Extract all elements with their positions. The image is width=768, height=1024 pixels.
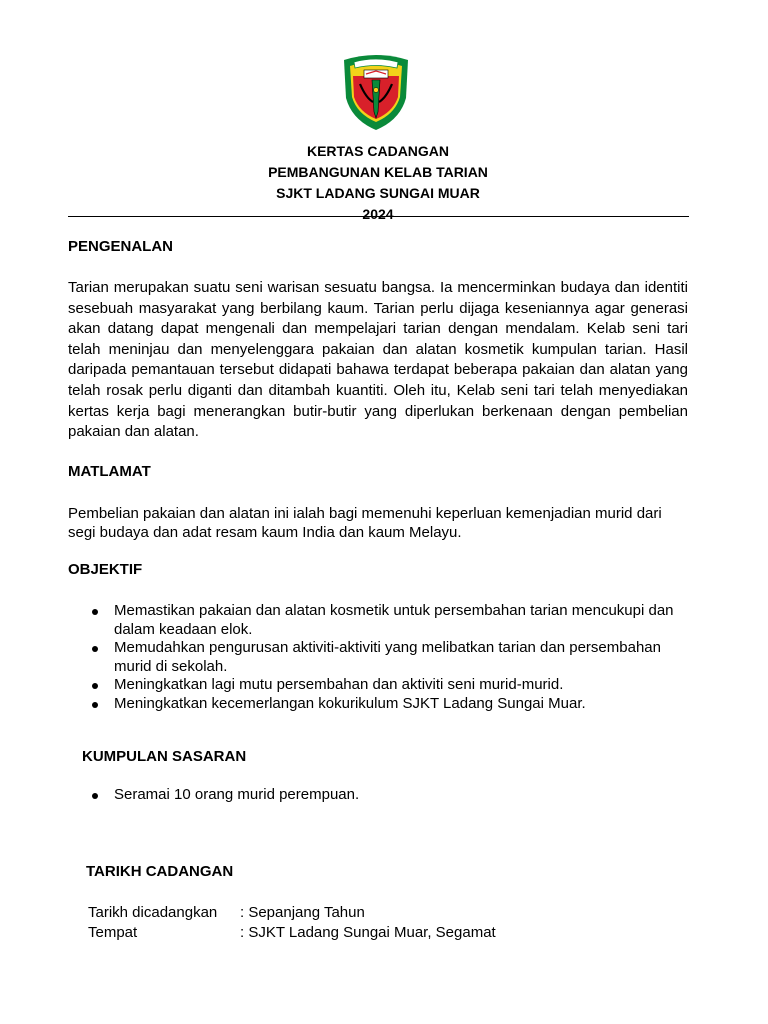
list-item: Memudahkan pengurusan aktiviti-aktiviti yang melibatkan tarian dan persembahan murid di sekolah. (92, 639, 688, 676)
title-year: 2024 (362, 206, 394, 222)
bullet-icon (92, 683, 98, 689)
label-tempat: Tempat (88, 924, 138, 941)
heading-pengenalan: PENGENALAN (68, 238, 174, 255)
list-item: Memastikan pakaian dan alatan kosmetik untuk persembahan tarian mencukupi dan dalam keadaan elok. (92, 602, 688, 639)
heading-kumpulan-sasaran: KUMPULAN SASARAN (82, 748, 247, 765)
heading-objektif: OBJEKTIF (68, 561, 143, 578)
list-item: Meningkatkan kecemerlangan kokurikulum SJKT Ladang Sungai Muar. (92, 695, 688, 714)
title-line-1: KERTAS CADANGAN (306, 143, 450, 159)
label-tarikh: Tarikh dicadangkan (88, 904, 218, 921)
bullet-icon (92, 609, 98, 615)
paragraph-pengenalan: Tarian merupakan suatu seni warisan sesuatu bangsa. Ia mencerminkan budaya dan identiti sesebuah masyarakat yang berbilang kaum. Tarian perlu dijaga keseniannya agar generasi akan datang dapat mengenali dan mempelajari tarian dengan mendalam. Kelab seni tari telah meninjau dan menyelenggara pakaian dan alatan kosmetik kumpulan tarian. Hasil daripada pemantauan tersebut didapati bahawa terdapat beberapa pakaian dan alatan yang telah rosak perlu diganti dan ditambah kuantiti. Oleh itu, Kelab seni tari telah menyediakan kertas kerja bagi menerangkan butir-butir yang diperlukan berkenaan dengan pembelian pakaian dan alatan. (68, 279, 688, 441)
value-tempat: : SJKT Ladang Sungai Muar, Segamat (240, 924, 496, 941)
bullet-icon (92, 702, 98, 708)
objektif-list (92, 602, 688, 713)
list-item: Meningkatkan lagi mutu persembahan dan aktiviti seni murid-murid. (92, 676, 688, 695)
title-divider (68, 216, 689, 217)
value-tarikh: : Sepanjang Tahun (240, 904, 365, 921)
title-line-2: PEMBANGUNAN KELAB TARIAN (268, 164, 488, 180)
school-crest-icon (340, 50, 412, 132)
bullet-icon (92, 793, 98, 799)
bullet-icon (92, 646, 98, 652)
list-item: Seramai 10 orang murid perempuan. (92, 786, 692, 805)
document-title (68, 141, 688, 225)
heading-tarikh-cadangan: TARIKH CADANGAN (86, 863, 234, 880)
heading-matlamat: MATLAMAT (68, 463, 151, 480)
sasaran-list (92, 786, 692, 805)
paragraph-matlamat: Pembelian pakaian dan alatan ini ialah bagi memenuhi keperluan kemenjadian murid dari segi budaya dan adat resam kaum India dan kaum Melayu. (68, 505, 662, 541)
title-line-3: SJKT LADANG SUNGAI MUAR (276, 185, 480, 201)
